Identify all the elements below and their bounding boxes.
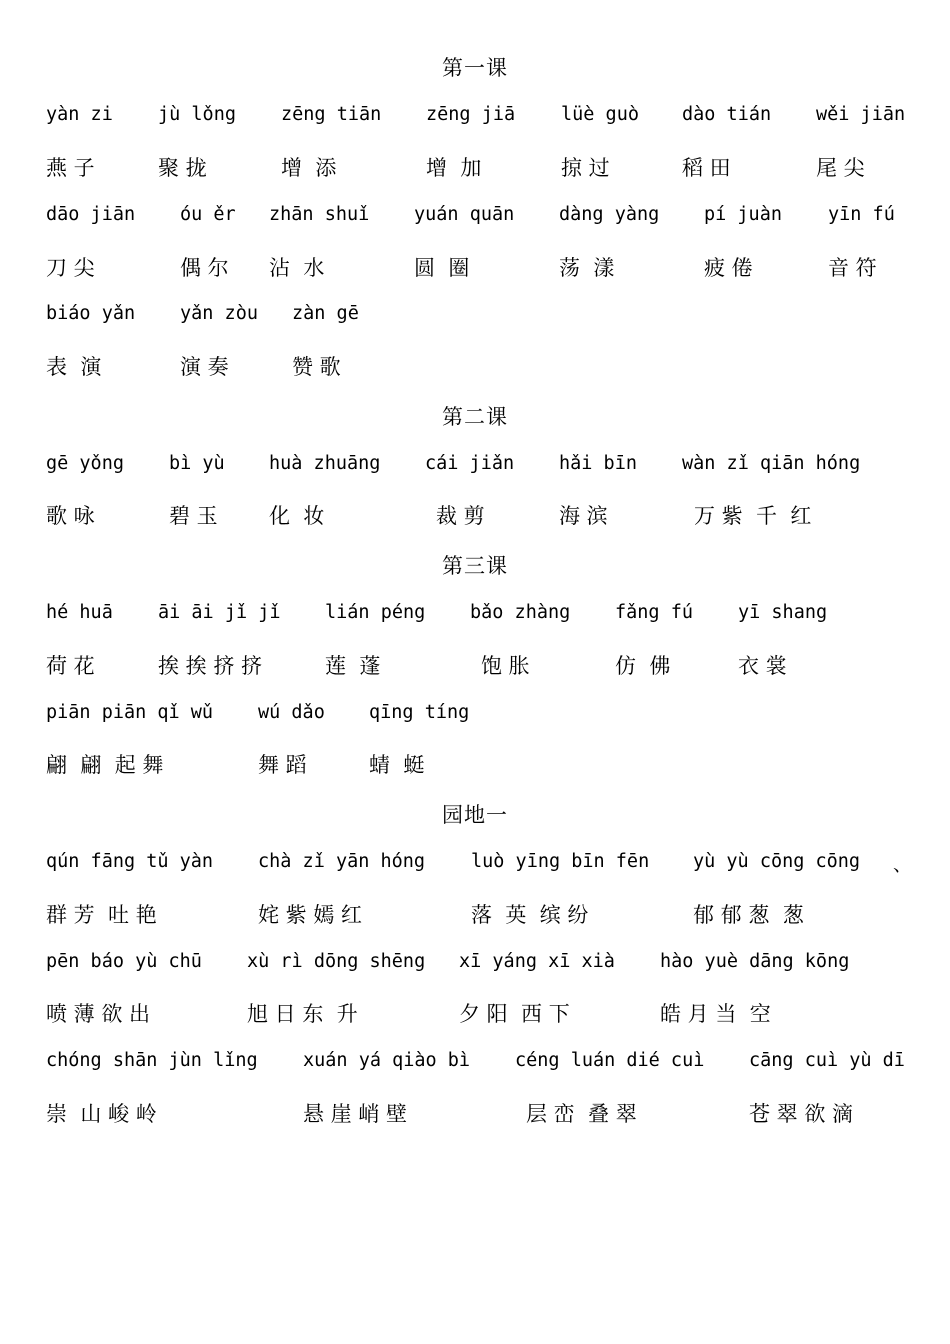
hanzi-word: 稻 田 xyxy=(682,156,731,180)
hanzi-word: 苍 翠 欲 滴 xyxy=(749,1102,854,1126)
hanzi-word: 蜻 蜓 xyxy=(369,753,425,777)
hanzi-word: 旭 日 东 升 xyxy=(247,1002,358,1026)
hanzi-word: 歌 咏 xyxy=(46,504,95,528)
lesson-1-title: 第一课 xyxy=(442,56,508,80)
pinyin-word: xù rì dōng shēng xyxy=(247,951,426,972)
pinyin-word: hé huā xyxy=(46,602,113,623)
pinyin-word: lián péng xyxy=(325,602,426,623)
hanzi-word: 群 芳 吐 艳 xyxy=(46,903,157,927)
pinyin-word: pēn báo yù chū xyxy=(46,951,202,972)
hanzi-row xyxy=(0,351,950,385)
hanzi-word: 增 加 xyxy=(426,156,482,180)
hanzi-word: 饱 胀 xyxy=(481,654,530,678)
pinyin-word: chóng shān jùn lǐng xyxy=(46,1050,258,1071)
hanzi-word: 郁 郁 葱 葱 xyxy=(693,903,804,927)
pinyin-word: céng luán dié cuì xyxy=(515,1050,705,1071)
pinyin-row xyxy=(0,303,950,337)
pinyin-word: gē yǒng xyxy=(46,453,124,474)
hanzi-word: 莲 蓬 xyxy=(325,654,381,678)
hanzi-word: 圆 圈 xyxy=(414,256,470,280)
hanzi-word: 喷 薄 欲 出 xyxy=(46,1002,151,1026)
pinyin-row xyxy=(0,851,950,885)
pinyin-word: yīn fú xyxy=(828,204,895,225)
hanzi-row xyxy=(0,152,950,186)
hanzi-word: 万 紫 千 红 xyxy=(694,504,812,528)
hanzi-word: 翩 翩 起 舞 xyxy=(46,753,164,777)
pinyin-word: yù yù cōng cōng xyxy=(693,851,861,872)
pinyin-word: pí juàn xyxy=(704,204,782,225)
garden-1-title: 园地一 xyxy=(442,803,508,827)
pinyin-row xyxy=(0,1050,950,1084)
pinyin-word: dàng yàng xyxy=(559,204,660,225)
hanzi-word: 音 符 xyxy=(828,256,877,280)
hanzi-word: 荷 花 xyxy=(46,654,95,678)
hanzi-word: 荡 漾 xyxy=(559,256,615,280)
hanzi-word: 舞 蹈 xyxy=(258,753,307,777)
pinyin-word: xī yáng xī xià xyxy=(459,951,615,972)
pinyin-word: qún fāng tǔ yàn xyxy=(46,851,214,872)
pinyin-row xyxy=(0,453,950,487)
lesson-3-title: 第三课 xyxy=(442,554,508,578)
hanzi-word: 仿 佛 xyxy=(615,654,671,678)
pinyin-row xyxy=(0,602,950,636)
hanzi-row xyxy=(0,1098,950,1132)
pinyin-word: dāo jiān xyxy=(46,204,136,225)
hanzi-word: 夕 阳 西 下 xyxy=(459,1002,570,1026)
hanzi-word: 疲 倦 xyxy=(704,256,753,280)
hanzi-word: 演 奏 xyxy=(180,355,229,379)
pinyin-word: cāng cuì yù dī xyxy=(749,1050,905,1071)
hanzi-word: 裁 剪 xyxy=(436,504,485,528)
pinyin-word: hào yuè dāng kōng xyxy=(660,951,850,972)
pinyin-word: zhān shuǐ xyxy=(269,204,370,225)
pinyin-word: wěi jiān xyxy=(816,104,906,125)
pinyin-row xyxy=(0,204,950,238)
pinyin-word: zēng jiā xyxy=(426,104,516,125)
pinyin-word: bì yù xyxy=(169,453,225,474)
hanzi-word: 落 英 缤 纷 xyxy=(471,903,589,927)
hanzi-word: 聚 拢 xyxy=(158,156,207,180)
pinyin-row xyxy=(0,702,950,736)
hanzi-row xyxy=(0,899,950,933)
pinyin-row xyxy=(0,951,950,985)
hanzi-word: 尾 尖 xyxy=(816,156,865,180)
pinyin-word: qīng tíng xyxy=(369,702,470,723)
hanzi-word: 悬 崖 峭 壁 xyxy=(303,1102,408,1126)
pinyin-word: piān piān qǐ wǔ xyxy=(46,702,214,723)
pinyin-word: yàn zi xyxy=(46,104,113,125)
pinyin-word: yī shang xyxy=(738,602,828,623)
hanzi-word: 姹 紫 嫣 红 xyxy=(258,903,363,927)
pinyin-word: āi āi jǐ jǐ xyxy=(158,602,281,623)
hanzi-row xyxy=(0,500,950,534)
pinyin-word: 、 xyxy=(893,855,912,876)
pinyin-word: wú dǎo xyxy=(258,702,325,723)
hanzi-word: 偶 尔 xyxy=(180,256,229,280)
pinyin-word: hǎi bīn xyxy=(559,453,637,474)
hanzi-word: 崇 山 峻 岭 xyxy=(46,1102,157,1126)
pinyin-word: luò yīng bīn fēn xyxy=(471,851,650,872)
pinyin-word: dào tián xyxy=(682,104,772,125)
hanzi-word: 燕 子 xyxy=(46,156,95,180)
hanzi-word: 刀 尖 xyxy=(46,256,95,280)
pinyin-word: biáo yǎn xyxy=(46,303,136,324)
pinyin-word: yǎn zòu xyxy=(180,303,258,324)
pinyin-word: cái jiǎn xyxy=(425,453,515,474)
hanzi-row xyxy=(0,998,950,1032)
hanzi-word: 掠 过 xyxy=(561,156,610,180)
pinyin-word: bǎo zhàng xyxy=(470,602,571,623)
hanzi-row xyxy=(0,749,950,783)
pinyin-word: yuán quān xyxy=(414,204,515,225)
pinyin-word: huà zhuāng xyxy=(269,453,381,474)
pinyin-row xyxy=(0,104,950,138)
pinyin-word: zēng tiān xyxy=(281,104,382,125)
hanzi-row xyxy=(0,650,950,684)
pinyin-word: fǎng fú xyxy=(615,602,693,623)
hanzi-word: 皓 月 当 空 xyxy=(660,1002,771,1026)
pinyin-word: chà zǐ yān hóng xyxy=(258,851,426,872)
pinyin-word: wàn zǐ qiān hóng xyxy=(682,453,861,474)
pinyin-word: lüè guò xyxy=(561,104,639,125)
hanzi-word: 衣 裳 xyxy=(738,654,787,678)
pinyin-word: zàn gē xyxy=(292,303,359,324)
hanzi-word: 挨 挨 挤 挤 xyxy=(158,654,263,678)
pinyin-word: xuán yá qiào bì xyxy=(303,1050,471,1071)
lesson-2-title: 第二课 xyxy=(442,405,508,429)
hanzi-word: 化 妆 xyxy=(269,504,325,528)
hanzi-word: 赞 歌 xyxy=(292,355,341,379)
pinyin-word: óu ěr xyxy=(180,204,236,225)
hanzi-word: 层 峦 叠 翠 xyxy=(526,1102,637,1126)
hanzi-word: 海 滨 xyxy=(559,504,608,528)
hanzi-word: 碧 玉 xyxy=(169,504,218,528)
pinyin-word: jù lǒng xyxy=(158,104,236,125)
hanzi-word: 增 添 xyxy=(281,156,337,180)
hanzi-word: 沾 水 xyxy=(269,256,325,280)
hanzi-row xyxy=(0,252,950,286)
hanzi-word: 表 演 xyxy=(46,355,102,379)
